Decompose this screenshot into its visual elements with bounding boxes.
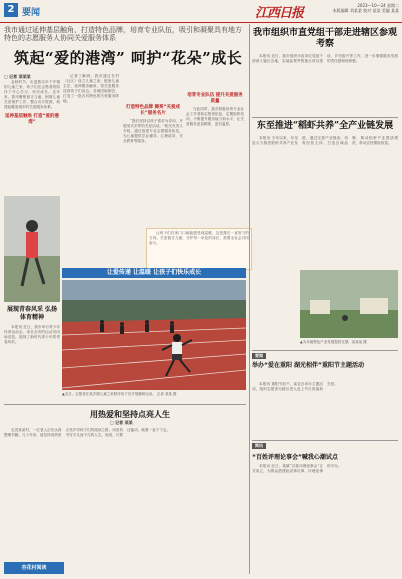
main-byline: □ 记者 某某某 <box>4 74 31 79</box>
main-subhead-1: 延伸基层触角 打造“爱的港湾” <box>4 114 60 125</box>
right-divider-3 <box>252 440 398 441</box>
side-photo <box>4 196 60 302</box>
right-divider-2 <box>252 350 398 351</box>
bottom-story-byline: □ 记者 某某 <box>110 420 133 425</box>
right-photo-illustration <box>300 270 398 338</box>
right-story-3-title: 举办“爱在重阳 湖光相伴”重阳节主题活动 <box>252 362 364 369</box>
main-paragraph-4: 与此同时，我市积极培育专业社会工作者和志愿者队伍，定期组织培训，不断提升服务能力和水平，让关爱服务更加精准、更有温度。 <box>186 107 244 126</box>
right-story-1-title: 我市组织市直党组干部走进辖区参观考察 <box>252 28 397 49</box>
date-line <box>325 3 399 13</box>
main-column-3 <box>123 74 183 224</box>
side-story-caption: 本报讯 近日，我市举行青少年体育运动会，来自全市的运动员同场竞技，展现了新时代青少年的青春风采。 <box>4 325 60 344</box>
footer-logo: 杏花村阅读 <box>4 562 64 574</box>
right-story-4-title: “百姓评理论事会”喊我心潮试点 <box>252 454 338 461</box>
main-headline: 筑起“爱的港湾” 呵护“花朵”成长 <box>14 49 243 67</box>
date-line-1: 2023—10—24 星期二 <box>357 3 399 8</box>
section-title: 要闻 <box>22 8 41 18</box>
main-subhead-3: 培育专业队伍 提升关爱服务质量 <box>187 93 243 104</box>
right-story-4-body <box>252 464 398 574</box>
right-photo-caption: ▲为本地特色产业发展提供支撑，某某某 摄 <box>300 340 367 344</box>
right-story-1-body <box>252 54 398 114</box>
right-story-4-text: 本报讯 近日，某镇“百姓评理论事会”正式成立，为群众搭建起说事议事、评理论事的平台。 <box>252 464 342 473</box>
side-story-title: 展现青春风采 弘扬体育精神 <box>6 306 58 321</box>
main-paragraph-2: 记者了解到，我市通过在村（社区）设立儿童之家，配备儿童主任，延伸服务触角，将关爱服务送到孩子们身边。各地因地制宜，打造了一批各具特色的关爱服务阵地。 <box>63 74 119 103</box>
newspaper-logo: 江西日报 <box>255 6 304 21</box>
bottom-story-title: 用热爱和坚持点亮人生 <box>90 409 170 419</box>
bottom-story-text: 走进某某村，一位老人正在认真整理书籍。几十年来，他坚持用热爱点亮乡村孩子们的阅读之路，用坚持书写平凡而不凡的人生。他说，只要还能动，就要一直干下去。 <box>4 428 171 437</box>
right-story-1-text: 本报讯 近日，我市组织市直单位党组干部深入辖区各地，实地参观考察重点项目建设、乡村振兴等工作，进一步增强服务发展的责任感和使命感。 <box>252 54 398 63</box>
right-story-2-title: 东至推进“稻虾共养”全产业链发展 <box>256 121 394 131</box>
right-story-2-text: 本报讯 今年以来，东至县大力推进稻虾共养产业发展，通过完善产业链条、培育经营主体、打造区域品牌，推动稻虾产业提质增效，带动农民增收致富。 <box>252 136 398 145</box>
right-story-3-text: 本报讯 重阳节前夕，某社区举办主题活动，组织志愿者为辖区老人送上节日祝福和关爱。 <box>252 382 338 391</box>
column-divider <box>249 24 250 574</box>
right-photo <box>300 270 398 338</box>
main-subhead-2: 打造特色品牌 擦亮“关爱成长”服务名片 <box>125 105 181 116</box>
main-paragraph-1: 金秋时节，走进我市多个乡镇的儿童之家，孩子们在志愿者的陪伴下开心学习、快乐成长。近年来，我市聚焦留守儿童、困境儿童关爱保护工作，整合各方资源，构建起覆盖城乡的关爱服务体系。 <box>4 80 60 109</box>
date-line-2: 本版编辑 刘某某 校对 某某 美编 某某 <box>332 8 399 13</box>
bottom-story-body <box>4 428 246 558</box>
main-banner: 让爱传递 让温暖 让孩子们快乐成长 <box>62 268 246 278</box>
right-story-3-body <box>252 382 398 437</box>
main-column-1 <box>4 74 60 194</box>
right-story-4-tag: 简讯 <box>252 443 266 449</box>
right-divider-1 <box>252 117 398 118</box>
page-number: 2 <box>4 3 18 17</box>
main-quote-box <box>146 228 252 270</box>
side-photo-illustration <box>4 196 60 302</box>
track-photo-illustration <box>62 280 246 390</box>
right-story-3-tag: 要闻 <box>252 353 266 359</box>
main-column-4 <box>186 74 244 224</box>
main-photo-caption-text: ▲近日，志愿者在某乡镇儿童之家陪伴孩子们开展趣味运动。 <box>62 392 156 396</box>
main-quote: 让孩子们在家门口就能感受到温暖，这是我们一直努力的方向。关爱留守儿童，守护每一朵花的成长，需要全社会共同参与。 <box>149 231 249 245</box>
main-column-2 <box>63 74 119 224</box>
side-story-body <box>4 325 60 385</box>
main-kicker: 我市通过延伸基层触角，打造特色品牌，培育专业队伍，吸引和凝聚具有地方特色的志愿服务人协同关爱服务体系 <box>4 26 242 42</box>
section-divider <box>4 404 246 405</box>
main-paragraph-3: “我们坚持以孩子需求为导向，开展形式多样的关爱活动。”相关负责人介绍，通过组建专业志愿服务队伍，为儿童提供学业辅导、心理疏导、安全教育等服务。 <box>123 119 183 143</box>
main-photo <box>62 280 246 390</box>
main-photo-credit: 记者 某某 摄 <box>156 392 177 396</box>
main-photo-caption <box>62 392 246 397</box>
